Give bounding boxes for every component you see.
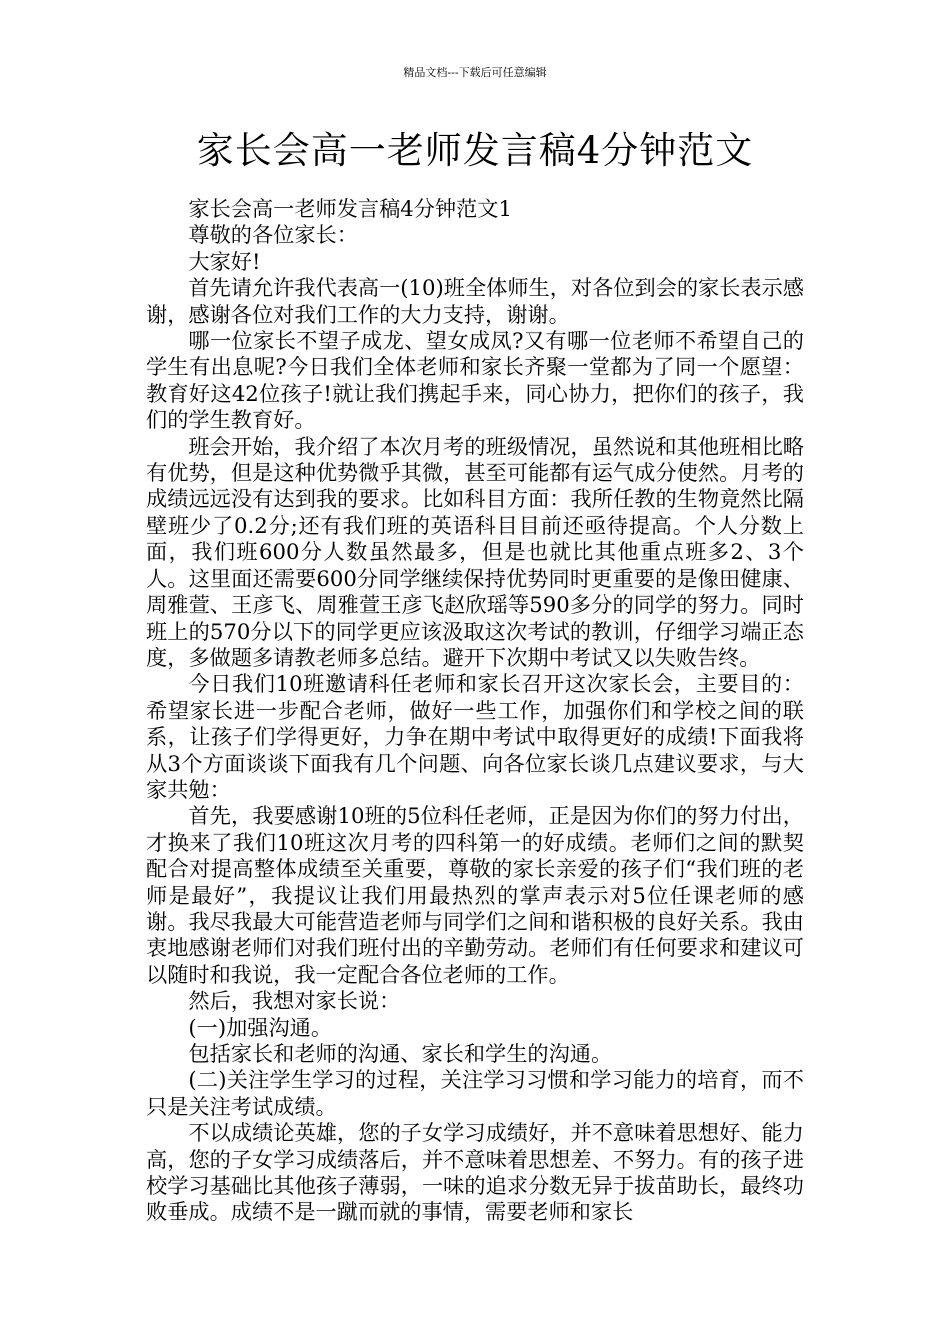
body-paragraph: 家长会高一老师发言稿4分钟范文1 — [188, 196, 512, 221]
body-paragraph: (一)加强沟通。 — [188, 1014, 333, 1040]
body-paragraph: 尊敬的各位家长： — [188, 222, 358, 248]
body-paragraph: 包括家长和老师的沟通、家长和学生的沟通。 — [188, 1041, 613, 1066]
body-paragraph: 首先，我要感谢10班的5位科任老师，正是因为你们的努力付出，才换来了我们10班这次月考的四科第一的好成绩。老师们之间的默契配合对提高整体成绩至关重要，尊敬的家长亲爱的孩子们“我们班的老师是最好”，我提议让我们用最热烈的掌声表示对5位任课老师的感谢。我尽我最大可能营造老师与同学们之间和谐积极的良好关系。我由衷地感谢老师们对我们班付出的辛勤劳动。老师们有任何要求和建议可以随时和我说，我一定配合各位老师的工作。 — [146, 803, 804, 987]
document-title: 家长会高一老师发言稿4分钟范文 — [196, 129, 754, 172]
body-paragraph: 不以成绩论英雄，您的子女学习成绩好，并不意味着思想好、能力高，您的子女学习成绩落后，并不意味着思想差、不努力。有的孩子进校学习基础比其他孩子薄弱，一味的追求分数无异于拔苗助长，最终功败垂成。成绩不是一蹴而就的事情，需要老师和家长 — [146, 1120, 804, 1225]
body-paragraph: 今日我们10班邀请科任老师和家长召开这次家长会，主要目的：希望家长进一步配合老师，做好一些工作，加强你们和学校之间的联系，让孩子们学得更好，力争在期中考试中取得更好的成绩!下面我将从3个方面谈谈下面我有几个问题、向各位家长谈几点建议要求，与大家共勉： — [146, 671, 804, 802]
body-paragraph: 哪一位家长不望子成龙、望女成凤?又有哪一位老师不希望自己的学生有出息呢?今日我们全体老师和家长齐聚一堂都为了同一个愿望：教育好这42位孩子!就让我们携起手来，同心协力，把你们的孩子，我们的学生教育好。 — [146, 328, 804, 433]
body-paragraph: 班会开始，我介绍了本次月考的班级情况，虽然说和其他班相比略有优势，但是这种优势微乎其微，甚至可能都有运气成分使然。月考的成绩远远没有达到我的要求。比如科目方面：我所任教的生物竟然比隔壁班少了0.2分;还有我们班的英语科目目前还亟待提高。个人分数上面，我们班600分人数虽然最多，但是也就比其他重点班多2、3个人。这里面还需要600分同学继续保持优势同时更重要的是像田健康、周雅萱、王彦飞、周雅萱王彦飞赵欣瑶等590多分的同学的努力。同时班上的570分以下的同学更应该汲取这次考试的教训，仔细学习端正态度，多做题多请教老师多总结。避开下次期中考试又以失败告终。 — [146, 433, 804, 670]
page-header-note: 精品文档---下载后可任意编辑 — [403, 66, 547, 79]
body-paragraph: 大家好! — [188, 248, 261, 274]
body-paragraph: 首先请允许我代表高一(10)班全体师生，对各位到会的家长表示感谢，感谢各位对我们工作的大力支持，谢谢。 — [146, 275, 804, 327]
body-paragraph: 然后，我想对家长说： — [188, 988, 401, 1014]
body-paragraph: (二)关注学生学习的过程，关注学习习惯和学习能力的培育，而不只是关注考试成绩。 — [146, 1067, 804, 1119]
document-body — [146, 196, 804, 1226]
